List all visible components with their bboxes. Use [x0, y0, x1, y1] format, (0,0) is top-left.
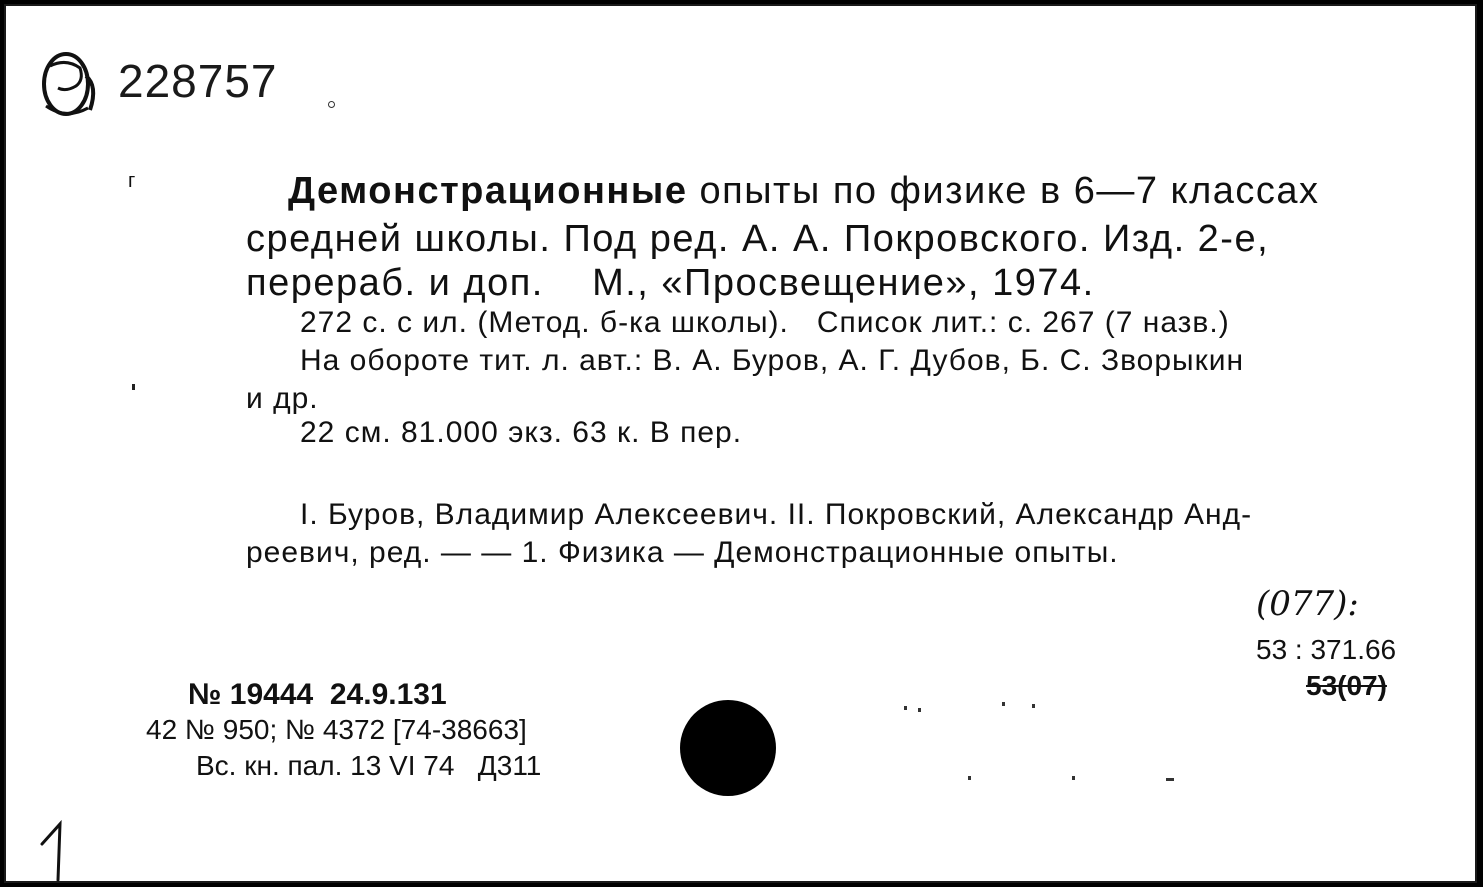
subjects-line-1: I. Буров, Владимир Алексеевич. II. Покровский, Александр Анд-	[300, 498, 1253, 531]
title-line-1-rest: опыты по физике в 6—7 классах	[687, 170, 1320, 212]
title-headword: Демонстрационные	[288, 170, 688, 212]
details-line-1: 272 с. с ил. (Метод. б-ка школы). Список лит.: с. 267 (7 назв.)	[300, 306, 1230, 339]
footer-line-3: Вс. кн. пал. 13 VI 74 Д311	[196, 750, 542, 781]
details-line-4: 22 см. 81.000 экз. 63 к. В пер.	[300, 416, 743, 449]
pencil-number-icon	[38, 814, 88, 884]
title-line-1	[288, 170, 1320, 213]
catalog-card	[4, 4, 1477, 883]
title-line-3: перераб. и доп. М., «Просвещение», 1974.	[246, 262, 1095, 304]
accession-number: 228757	[118, 55, 278, 107]
details-line-3: и др.	[246, 382, 319, 415]
margin-tick	[132, 384, 135, 390]
punch-hole	[680, 700, 776, 796]
title-line-2: средней школы. Под ред. А. А. Покровского. Изд. 2-е,	[246, 218, 1270, 260]
subjects-line-2: реевич, ред. — — 1. Физика — Демонстрационные опыты.	[246, 536, 1119, 569]
library-stamp-icon	[36, 46, 106, 124]
corner-mark: г	[128, 170, 136, 192]
footer-line-2: 42 № 950; № 4372 [74-38663]	[146, 714, 527, 745]
handwritten-classification: (077):	[1256, 584, 1359, 624]
old-udc-number: 53(07)	[1306, 670, 1387, 701]
accession-dot	[328, 101, 335, 108]
footer-line-1: № 19444 24.9.131	[188, 678, 447, 711]
udc-number: 53 : 371.66	[1256, 634, 1397, 665]
details-line-2: На обороте тит. л. авт.: В. А. Буров, А. Г. Дубов, Б. С. Зворыкин	[300, 344, 1245, 377]
